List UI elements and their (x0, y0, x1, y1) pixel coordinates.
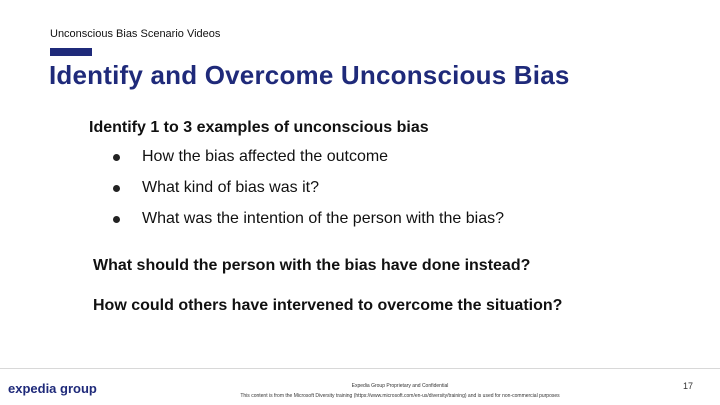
content-heading: Identify 1 to 3 examples of unconscious bias (89, 119, 429, 136)
question-instead: What should the person with the bias have done instead? (93, 257, 531, 274)
list-item (110, 208, 504, 230)
bullet-list (110, 146, 504, 239)
footer-divider (0, 368, 720, 369)
logo-text: expedia group (8, 381, 97, 396)
section-kicker: Unconscious Bias Scenario Videos (50, 28, 221, 40)
bullet-text: What kind of bias was it? (142, 179, 319, 196)
list-item (110, 146, 504, 168)
accent-bar (50, 48, 92, 56)
bullet-icon (113, 216, 120, 223)
question-intervene: How could others have intervened to overcome the situation? (93, 297, 563, 314)
bullet-icon (113, 185, 120, 192)
bullet-text: How the bias affected the outcome (142, 148, 389, 165)
bullet-text: What was the intention of the person with the bias? (142, 210, 504, 227)
confidential-note: Expedia Group Proprietary and Confidential (351, 383, 449, 389)
slide-title: Identify and Overcome Unconscious Bias (49, 60, 570, 90)
attribution-note: This content is from the Microsoft Diversity training (https://www.microsoft.com/en-us/diversity/training) and is used for non-commercial purposes (240, 393, 560, 399)
list-item (110, 177, 504, 199)
bullet-icon (113, 154, 120, 161)
page-number: 17 (683, 381, 694, 391)
